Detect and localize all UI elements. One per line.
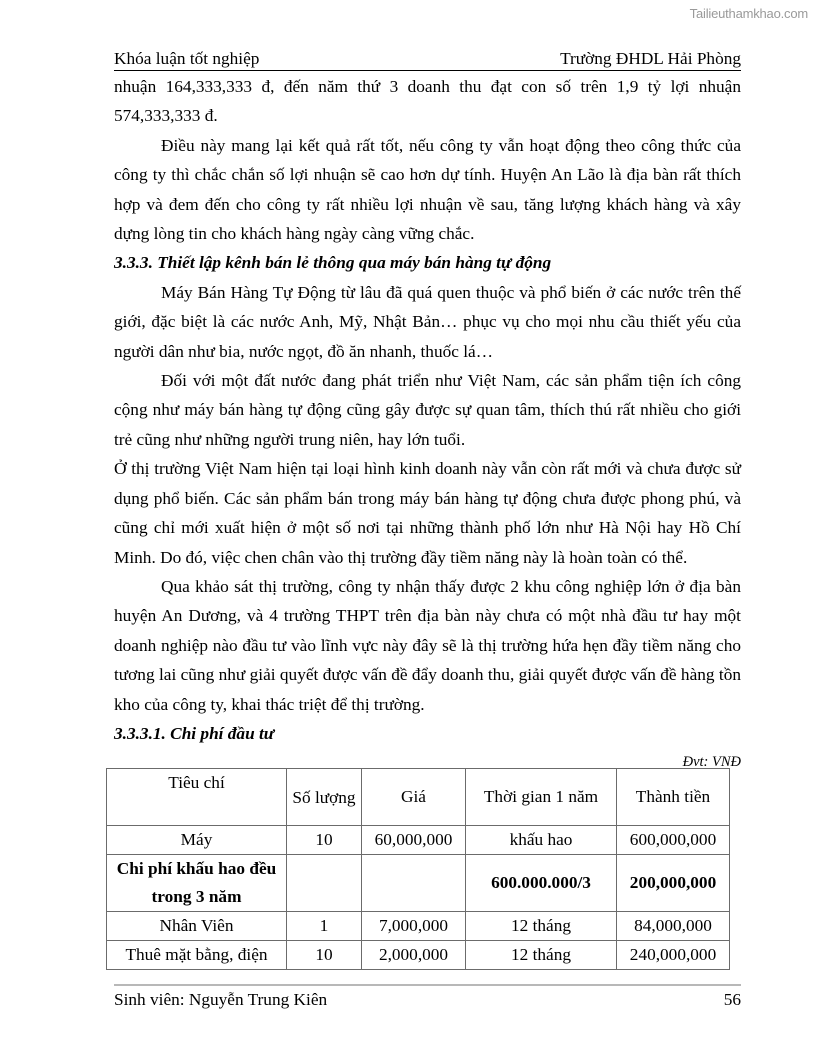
paragraph: Điều này mang lại kết quả rất tốt, nếu công ty vẫn hoạt động theo công thức của công ty thì chắc chắn số lợi nhuận sẽ cao hơn dự tính. Huyện An Lão là địa bàn rất thích hợp và đem đến cho công ty rất nhiều lợi nhuận về sau, tăng lượng khách hàng và xây dựng lòng tin cho khách hàng ngày càng vững chắc. xyxy=(114,135,741,244)
cell-time: 12 tháng xyxy=(466,912,617,941)
col-header-criteria: Tiêu chí xyxy=(107,769,287,826)
cell-quantity: 10 xyxy=(287,826,362,855)
page-number: 56 xyxy=(723,990,741,1009)
table-row xyxy=(107,826,730,855)
investment-cost-table xyxy=(106,768,730,970)
cell-price xyxy=(362,855,466,912)
cell-quantity xyxy=(287,855,362,912)
paragraph: Ở thị trường Việt Nam hiện tại loại hình kinh doanh này vẫn còn rất mới và chưa được sử dụng phổ biến. Các sản phẩm bán trong máy bán hàng tự động chưa được phong phú, và cũng chỉ mới xuất hiện ở một số nơi tại những thành phố lớn như Hà Nội hay Hồ Chí Minh. Do đó, việc chen chân vào thị trường đầy tiềm năng này là hoàn toàn có thể. xyxy=(114,459,741,567)
cell-total: 200,000,000 xyxy=(617,855,730,912)
cell-time: khấu hao xyxy=(466,826,617,855)
page-content xyxy=(114,72,741,774)
paragraph: Qua khảo sát thị trường, công ty nhận thấy được 2 khu công nghiệp lớn ở địa bàn huyện An Dương, và 4 trường THPT trên địa bàn này chưa có một nhà đầu tư hay một doanh nghiệp nào đầu tư vào lĩnh vực này đây sẽ là thị trường hứa hẹn đầy tiềm năng cho tương lai cũng như giải quyết được vấn đề đẩy doanh thu, giải quyết được vấn đề hàng tồn kho của công ty, khai thác triệt để thị trường. xyxy=(114,576,741,714)
cell-quantity: 1 xyxy=(287,912,362,941)
footer-student-name: Sinh viên: Nguyễn Trung Kiên xyxy=(114,990,328,1009)
page-header xyxy=(114,48,741,71)
cell-total: 240,000,000 xyxy=(617,941,730,970)
table-header-row xyxy=(107,769,730,826)
cell-quantity: 10 xyxy=(287,941,362,970)
cell-price: 60,000,000 xyxy=(362,826,466,855)
cell-time: 600.000.000/3 xyxy=(466,855,617,912)
table-row xyxy=(107,912,730,941)
paragraph: nhuận 164,333,333 đ, đến năm thứ 3 doanh thu đạt con số trên 1,9 tỷ lợi nhuận 574,333,333 đ. xyxy=(114,77,741,126)
unit-label: Đvt: VNĐ xyxy=(682,754,741,771)
header-thesis-title: Khóa luận tốt nghiệp xyxy=(114,49,260,68)
col-header-quantity: Số lượng xyxy=(287,769,362,826)
cell-criteria: Chi phí khấu hao đều trong 3 năm xyxy=(107,855,287,912)
col-header-price: Giá xyxy=(362,769,466,826)
cell-total: 84,000,000 xyxy=(617,912,730,941)
paragraph: Máy Bán Hàng Tự Động từ lâu đã quá quen thuộc và phổ biến ở các nước trên thế giới, đặc biệt là các nước Anh, Mỹ, Nhật Bản… phục vụ cho mọi nhu cầu thiết yếu của người dân như bia, nước ngọt, đồ ăn nhanh, thuốc lá… xyxy=(114,282,741,361)
cell-criteria: Nhân Viên xyxy=(107,912,287,941)
cell-total: 600,000,000 xyxy=(617,826,730,855)
cell-price: 7,000,000 xyxy=(362,912,466,941)
cell-criteria: Máy xyxy=(107,826,287,855)
cell-time: 12 tháng xyxy=(466,941,617,970)
header-university: Trường ĐHDL Hải Phòng xyxy=(560,49,741,68)
subsection-heading: 3.3.3.1. Chi phí đầu tư xyxy=(114,723,275,743)
page-footer xyxy=(114,984,741,1009)
watermark: Tailieuthamkhao.com xyxy=(689,6,808,21)
col-header-time: Thời gian 1 năm xyxy=(466,769,617,826)
cell-criteria: Thuê mặt bằng, điện xyxy=(107,941,287,970)
col-header-total: Thành tiền xyxy=(617,769,730,826)
paragraph: Đối với một đất nước đang phát triển như Việt Nam, các sản phẩm tiện ích công cộng như máy bán hàng tự động cũng gây được sự quan tâm, thích thú rất nhiều cho giới trẻ cũng như những người trung niên, hay lớn tuổi. xyxy=(114,371,741,449)
section-heading: 3.3.3. Thiết lập kênh bán lẻ thông qua máy bán hàng tự động xyxy=(114,253,552,273)
table-row xyxy=(107,941,730,970)
cell-price: 2,000,000 xyxy=(362,941,466,970)
table-row xyxy=(107,855,730,912)
